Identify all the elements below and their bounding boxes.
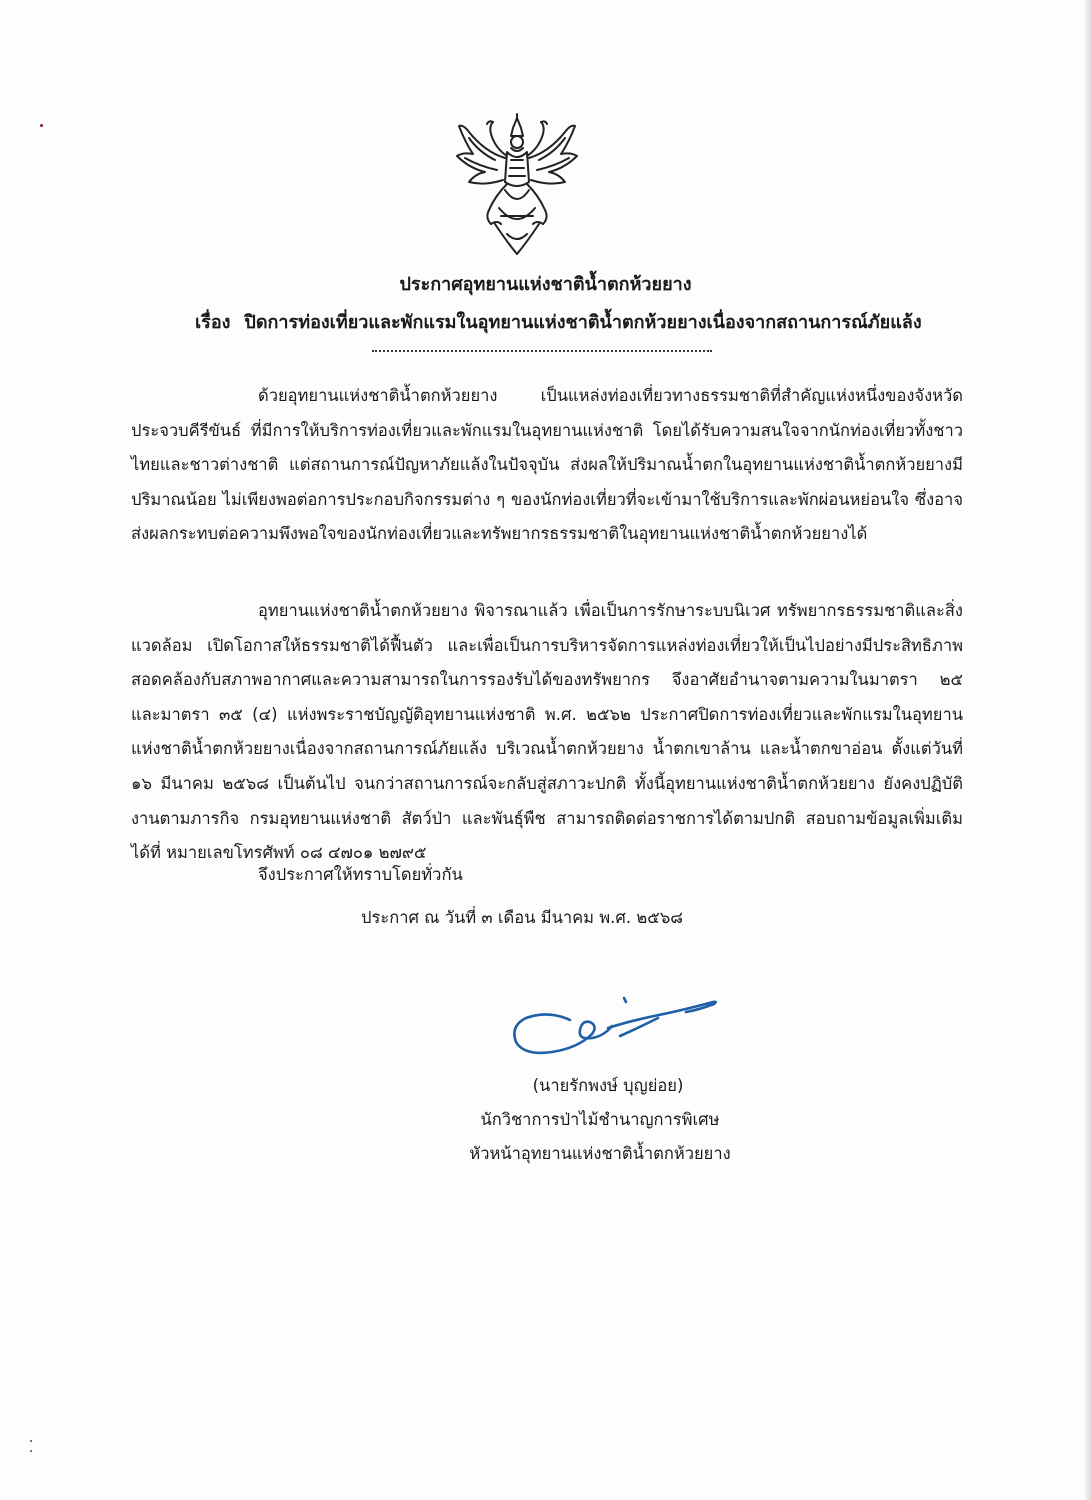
subject-label: เรื่อง xyxy=(195,312,231,333)
closing-statement: จึงประกาศให้ทราบโดยทั่วกัน xyxy=(258,865,463,884)
scan-speck xyxy=(30,1440,32,1442)
subject-line xyxy=(195,307,995,336)
announcement-title: ประกาศอุทยานแห่งชาติน้ำตกห้วยยาง xyxy=(399,274,692,295)
handwritten-signature xyxy=(508,992,723,1062)
subject-text: ปิดการท่องเที่ยวและพักแรมในอุทยานแห่งชาติน้ำตกห้วยยางเนื่องจากสถานการณ์ภัยแล้ง xyxy=(244,312,922,333)
signatory-name: (นายรักพงษ์ บุญย่อย) xyxy=(532,1076,684,1095)
announcement-date: ประกาศ ณ วันที่ ๓ เดือน มีนาคม พ.ศ. ๒๕๖๘ xyxy=(361,908,683,927)
garuda-emblem-icon xyxy=(455,112,580,257)
dotted-separator xyxy=(372,350,712,352)
body-paragraph-1: ด้วยอุทยานแห่งชาติน้ำตกห้วยยาง เป็นแหล่งท่องเที่ยวทางธรรมชาติที่สำคัญแห่งหนึ่งของจังหวัดประจวบคีรีขันธ์ ที่มีการให้บริการท่องเที่ยวและพักแรมในอุทยานแห่งชาติ โดยได้รับความสนใจจากนักท่องเที่ยวทั้งชาวไทยและชาวต่างชาติ แต่สถานการณ์ปัญหาภัยแล้งในปัจจุบัน ส่งผลให้ปริมาณน้ำตกในอุทยานแห่งชาติน้ำตกห้วยยางมีปริมาณน้อย ไม่เพียงพอต่อการประกอบกิจกรรมต่าง ๆ ของนักท่องเที่ยวที่จะเข้ามาใช้บริการและพักผ่อนหย่อนใจ ซึ่งอาจส่งผลกระทบต่อความพึงพอใจของนักท่องเที่ยวและทรัพยากรธรรมชาติในอุทยานแห่งชาติน้ำตกห้วยยางได้ xyxy=(131,386,963,544)
scan-speck xyxy=(30,1450,32,1452)
page-edge-shadow xyxy=(1085,0,1091,1500)
signatory-position-2: หัวหน้าอุทยานแห่งชาติน้ำตกห้วยยาง xyxy=(469,1144,731,1163)
signatory-position-1: นักวิชาการป่าไม้ชำนาญการพิเศษ xyxy=(480,1110,720,1129)
scan-speck xyxy=(40,124,43,127)
body-paragraph-2: อุทยานแห่งชาติน้ำตกห้วยยาง พิจารณาแล้ว เพื่อเป็นการรักษาระบบนิเวศ ทรัพยากรธรรมชาติและสิ่งแวดล้อม เปิดโอกาสให้ธรรมชาติได้ฟื้นตัว และเพื่อเป็นการบริหารจัดการแหล่งท่องเที่ยวให้เป็นไปอย่างมีประสิทธิภาพสอดคล้องกับสภาพอากาศและความสามารถในการรองรับได้ของทรัพยากร จึงอาศัยอำนาจตามความในมาตรา ๒๕ และมาตรา ๓๕ (๔) แห่งพระราชบัญญัติอุทยานแห่งชาติ พ.ศ. ๒๕๖๒ ประกาศปิดการท่องเที่ยวและพักแรมในอุทยานแห่งชาติน้ำตกห้วยยางเนื่องจากสถานการณ์ภัยแล้ง บริเวณน้ำตกห้วยยาง น้ำตกเขาล้าน และน้ำตกขาอ่อน ตั้งแต่วันที่ ๑๖ มีนาคม ๒๕๖๘ เป็นต้นไป จนกว่าสถานการณ์จะกลับสู่สภาวะปกติ ทั้งนี้อุทยานแห่งชาติน้ำตกห้วยยาง ยังคงปฏิบัติงานตามภารกิจ กรมอุทยานแห่งชาติ สัตว์ป่า และพันธุ์พืช สามารถติดต่อราชการได้ตามปกติ สอบถามข้อมูลเพิ่มเติมได้ที่ หมายเลขโทรศัพท์ ๐๘ ๔๗๐๑ ๒๗๙๕ xyxy=(131,601,963,863)
